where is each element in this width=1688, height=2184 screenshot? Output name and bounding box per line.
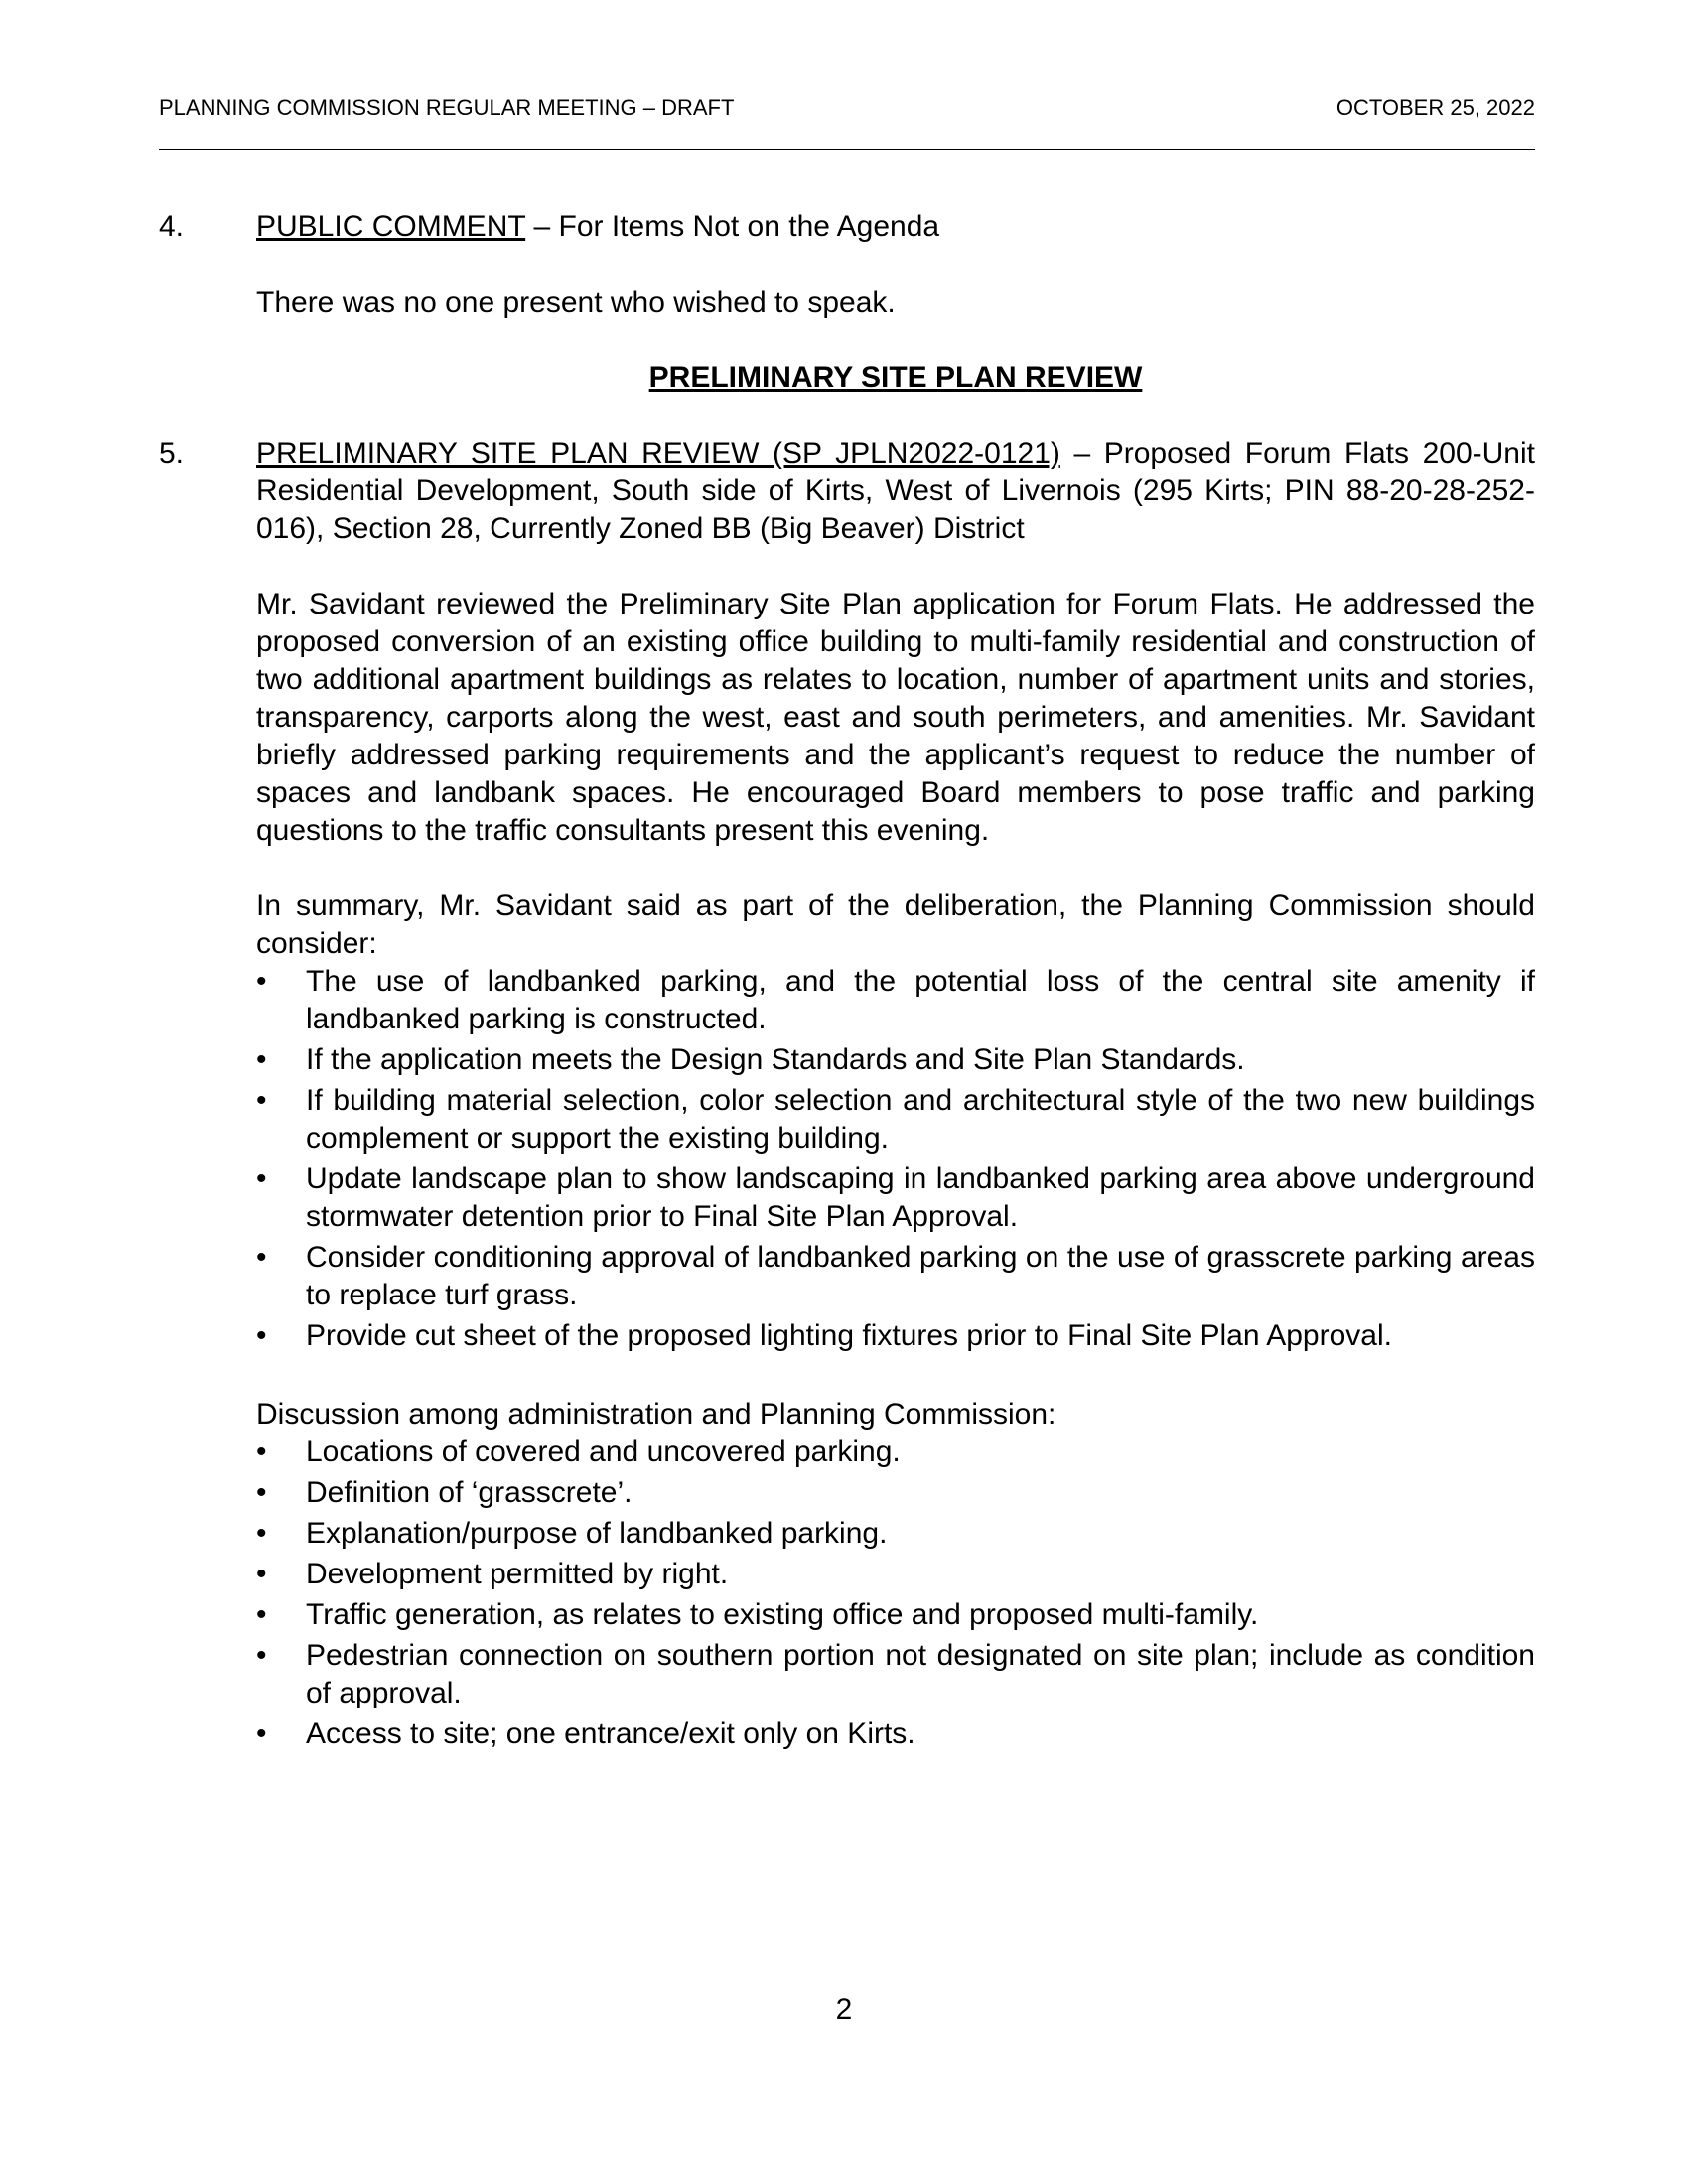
bullet-icon: • <box>256 1476 267 1509</box>
list-item-text: Explanation/purpose of landbanked parking. <box>306 1517 888 1550</box>
list-item <box>256 1041 1535 1079</box>
list-item-text: Development permitted by right. <box>306 1558 729 1590</box>
list-item-text: If the application meets the Design Standards and Site Plan Standards. <box>306 1043 1245 1076</box>
discussion-list <box>256 1433 1535 1753</box>
bullet-icon: • <box>256 1517 267 1550</box>
bullet-icon: • <box>256 1639 267 1672</box>
agenda-item-5 <box>159 435 1535 548</box>
item-title-rest: – Proposed Forum Flats 200-Unit Residential Development, South side of Kirts, West of Livernois (295 Kirts; PIN 88-20-28-252-016), Section 28, Currently Zoned BB (Big Beaver) District <box>256 437 1535 545</box>
list-item <box>256 1317 1535 1355</box>
bullet-icon: • <box>256 1043 267 1076</box>
list-item-text: The use of landbanked parking, and the potential loss of the central site amenity if landbanked parking is constructed. <box>306 965 1535 1035</box>
bullet-icon: • <box>256 1084 267 1117</box>
list-item-text: Update landscape plan to show landscaping in landbanked parking area above underground stormwater detention prior to Final Site Plan Approval. <box>306 1162 1535 1233</box>
document-body <box>159 208 1535 1756</box>
page-header <box>159 95 1535 121</box>
list-item <box>256 963 1535 1038</box>
bullet-icon: • <box>256 1558 267 1590</box>
page-number: 2 <box>835 1993 853 2026</box>
item-4-text: There was no one present who wished to speak. <box>256 286 896 319</box>
list-item <box>256 1433 1535 1471</box>
summary-list <box>256 963 1535 1355</box>
discussion-intro: Discussion among administration and Planning Commission: <box>256 1398 1056 1431</box>
list-item-text: Locations of covered and uncovered parking. <box>306 1435 901 1468</box>
section-heading: PRELIMINARY SITE PLAN REVIEW <box>648 361 1143 394</box>
list-item-text: Traffic generation, as relates to existing office and proposed multi-family. <box>306 1598 1259 1631</box>
list-item <box>256 1239 1535 1314</box>
list-item <box>256 1596 1535 1634</box>
item-number: 5. <box>159 437 185 470</box>
agenda-item-4 <box>159 208 1535 246</box>
item-title: PRELIMINARY SITE PLAN REVIEW (SP JPLN2022-0121) <box>256 437 1060 470</box>
header-title: PLANNING COMMISSION REGULAR MEETING – DRAFT <box>159 95 735 120</box>
review-paragraph: Mr. Savidant reviewed the Preliminary Site Plan application for Forum Flats. He addressed the proposed conversion of an existing office building to multi-family residential and construction of two additional apartment buildings as relates to location, number of apartment units and stories, transparency, carports along the west, east and south perimeters, and amenities. Mr. Savidant briefly addressed parking requirements and the applicant’s request to reduce the number of spaces and landbank spaces. He encouraged Board members to pose traffic and parking questions to the traffic consultants present this evening. <box>256 588 1535 847</box>
summary-intro: In summary, Mr. Savidant said as part of the deliberation, the Planning Commission should consider: <box>256 889 1535 960</box>
list-item-text: If building material selection, color selection and architectural style of the two new buildings complement or support the existing building. <box>306 1084 1535 1155</box>
item-title-rest: – For Items Not on the Agenda <box>525 210 940 243</box>
list-item <box>256 1160 1535 1236</box>
list-item <box>256 1715 1535 1753</box>
list-item <box>256 1637 1535 1712</box>
list-item-text: Provide cut sheet of the proposed lighting fixtures prior to Final Site Plan Approval. <box>306 1319 1392 1352</box>
bullet-icon: • <box>256 1241 267 1274</box>
bullet-icon: • <box>256 1717 267 1750</box>
list-item <box>256 1556 1535 1593</box>
item-heading <box>256 435 1535 548</box>
list-item-text: Pedestrian connection on southern portion not designated on site plan; include as condition of approval. <box>306 1639 1535 1709</box>
list-item-text: Consider conditioning approval of landbanked parking on the use of grasscrete parking areas to replace turf grass. <box>306 1241 1535 1311</box>
list-item <box>256 1082 1535 1158</box>
list-item <box>256 1515 1535 1553</box>
list-item <box>256 1474 1535 1512</box>
item-title: PUBLIC COMMENT <box>256 210 526 243</box>
bullet-icon: • <box>256 1319 267 1352</box>
list-item-text: Access to site; one entrance/exit only on Kirts. <box>306 1717 915 1750</box>
item-heading <box>256 208 1535 246</box>
header-date: OCTOBER 25, 2022 <box>1336 95 1535 120</box>
list-item-text: Definition of ‘grasscrete’. <box>306 1476 633 1509</box>
bullet-icon: • <box>256 1435 267 1468</box>
bullet-icon: • <box>256 1598 267 1631</box>
bullet-icon: • <box>256 1162 267 1195</box>
header-divider <box>159 149 1535 150</box>
bullet-icon: • <box>256 965 267 998</box>
item-number: 4. <box>159 210 185 243</box>
